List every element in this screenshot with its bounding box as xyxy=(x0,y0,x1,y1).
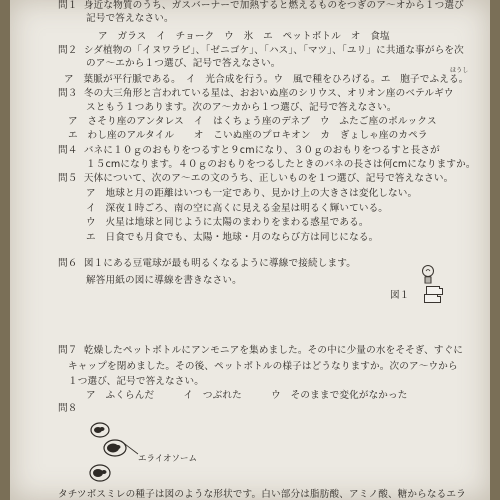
q1-number: 問１ xyxy=(58,0,78,11)
q3-choices1: ア さそり座のアンタレス イ はくちょう座のデネブ ウ ふたご座のポルックス xyxy=(68,116,437,127)
q8-bottom-text: タチツボスミレの種子は図のような形状です。白い部分は脂肪酸、アミノ酸、糖からなるエラ xyxy=(58,489,466,500)
q5-choice-b: イ 深夜１時ごろ、南の空に高くに見える金星は明るく輝いている。 xyxy=(86,203,389,214)
q1-line2: 記号で答えなさい。 xyxy=(86,13,174,24)
q4-line2: １５cmになります。４０ｇのおもりをつるしたときのバネの長さは何cmになりますか。 xyxy=(86,159,476,170)
q5-choice-a: ア 地球と月の距離はいつも一定であり、見かけ上の大きさは変化しない。 xyxy=(86,188,418,199)
q8-number: 問８ xyxy=(58,403,78,414)
q6-number: 問６ xyxy=(58,258,78,269)
q7-line1 xyxy=(58,345,463,357)
q3-text1: 冬の大三角形と言われている星は、おおいぬ座のシリウス、オリオン座のベテルギウ xyxy=(83,88,454,99)
q7-choices: ア ふくらんだ イ つぶれた ウ そのままで変化がなかった xyxy=(86,390,408,401)
q7-line2: キャップを閉めました。その後、ペットボトルの様子はどうなりますか。次のア～ウから xyxy=(68,361,458,372)
q2-choices: ア 葉脈が平行脈である。 イ 光合成を行う。ウ 風で種をひろげる。エ 胞子でふえる。 xyxy=(64,74,469,85)
q2-line1 xyxy=(58,45,464,57)
q2-number: 問２ xyxy=(58,45,78,56)
q3-number: 問３ xyxy=(58,88,78,99)
q1-line1 xyxy=(58,0,464,12)
q5-choice-d: エ 日食でも月食でも、太陽・地球・月のならび方は同じになる。 xyxy=(86,232,379,243)
q4-number: 問４ xyxy=(58,145,78,156)
q6-line2: 解答用紙の図に導線を書きなさい。 xyxy=(86,275,242,286)
battery-icon xyxy=(424,294,438,303)
figure1-label: 図１ xyxy=(390,290,410,301)
q5-number: 問５ xyxy=(58,173,78,184)
light-bulb-icon xyxy=(418,262,438,288)
q5-choice-c: ウ 火星は地球と同じように太陽のまわりをまわる惑星である。 xyxy=(86,217,369,228)
q7-number: 問７ xyxy=(58,345,78,356)
pointer-line xyxy=(120,440,140,456)
q3-choices2: エ わし座のアルタイル オ こいぬ座のプロキオン カ ぎょしゃ座のカペラ xyxy=(68,130,428,141)
q4-line1 xyxy=(58,145,440,157)
q7-text1: 乾燥したペットボトルにアンモニアを集めました。その中に少量の水をそそぎ、すぐに xyxy=(83,345,464,356)
q2-ruby: ほうし xyxy=(450,67,469,74)
q4-text1: バネに１０ｇのおもりをつるすと９cmになり、３０ｇのおもりをつるすと長さが xyxy=(83,145,440,156)
q3-line1 xyxy=(58,88,454,100)
q2-text1: シダ植物の「イヌワラビ」、「ゼニゴケ」、「ハス」、「マツ」、「ユリ」に共通な事がらを次 xyxy=(83,45,464,56)
q5-line1 xyxy=(58,173,453,185)
q7-line3: １つ選び、記号で答えなさい。 xyxy=(68,376,205,387)
q1-text1: 身近な物質のうち、ガスバーナーで加熱すると燃えるものをつぎのア～オから１つ選び xyxy=(83,0,464,11)
q2-line2: のア～エから１つ選び、記号で答えなさい。 xyxy=(86,58,281,69)
q3-line2: スともう１つあります。次のア～カから１つ選び、記号で答えなさい。 xyxy=(86,102,397,113)
elaiosome-label: エライオソーム xyxy=(138,454,197,464)
q5-text1: 天体について、次のア～エの文のうち、正しいものを１つ選び、記号で答えなさい。 xyxy=(83,173,454,184)
q6-text1: 図１にある豆電球が最も明るくなるように導線で接続します。 xyxy=(83,258,356,269)
q1-choices: ア ガラス イ チョーク ウ 氷 エ ペットボトル オ 食塩 xyxy=(98,31,390,42)
exam-sheet xyxy=(10,0,490,500)
q6-line1 xyxy=(58,258,356,270)
